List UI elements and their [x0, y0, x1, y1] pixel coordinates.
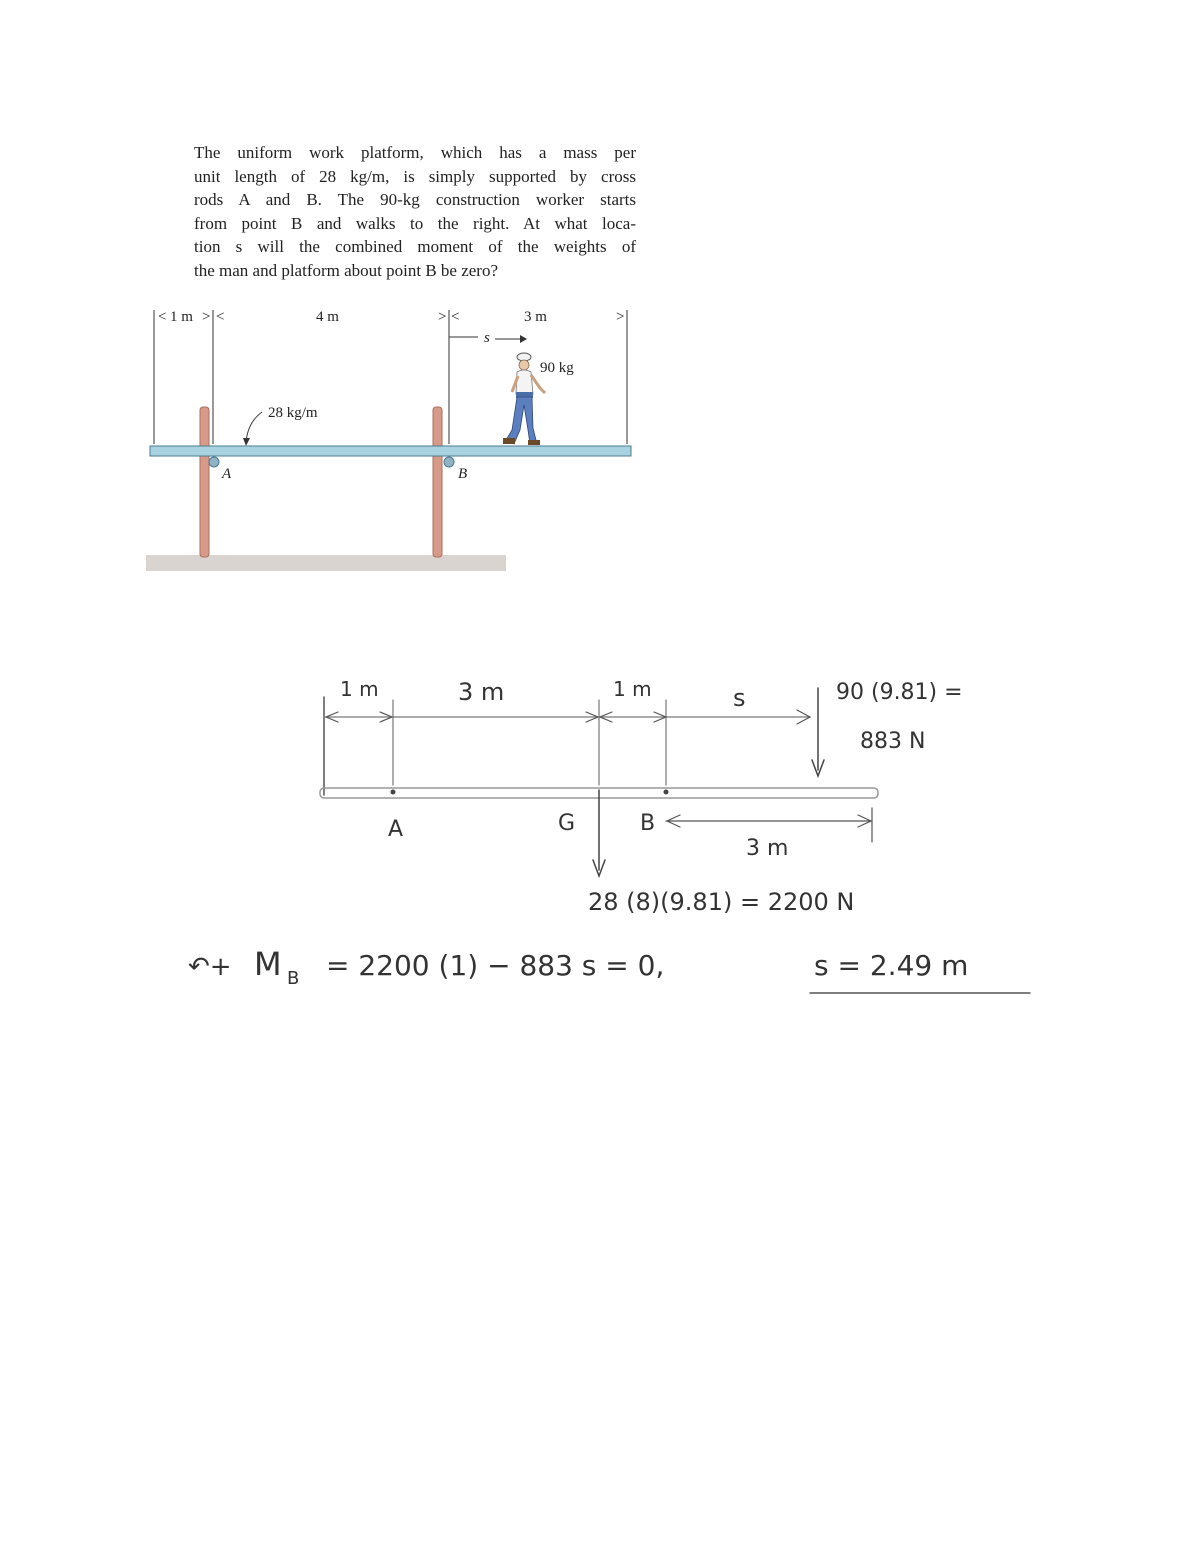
dim-arrow-icon: <	[158, 309, 167, 325]
man-weight-line2: 883 N	[860, 729, 926, 754]
dim-arrow-icon: <	[451, 309, 460, 325]
moment-lhs: M	[254, 945, 282, 983]
dim-arrow-icon: >	[202, 309, 211, 325]
dim-arrow-icon: >	[438, 309, 447, 325]
cross-rod-b	[444, 457, 454, 467]
dim-arrow-icon: >	[616, 309, 625, 325]
moment-subscript: B	[287, 968, 300, 989]
s-arrowhead-icon	[520, 335, 527, 343]
solution-sketch	[188, 677, 1030, 993]
sol-label-b: B	[640, 811, 656, 836]
problem-line: unit length of 28 kg/m, is simply supported by cross	[194, 166, 636, 186]
man-weight-line1: 90 (9.81) =	[836, 680, 963, 705]
problem-line: from point B and walks to the right. At what loca-	[194, 213, 636, 233]
point-b-label: B	[458, 466, 468, 482]
moment-equation: = 2200 (1) − 883 s = 0,	[326, 949, 665, 982]
rod-a	[200, 407, 209, 557]
sol-label-a: A	[388, 817, 404, 842]
problem-line: The uniform work platform, which has a mass per	[194, 143, 636, 162]
point-b-dot	[664, 790, 669, 795]
dim-s-label: s	[484, 330, 490, 346]
point-a-label: A	[222, 466, 232, 482]
sol-label-g: G	[558, 811, 576, 836]
rod-b	[433, 407, 442, 557]
sol-dim-s: s	[733, 684, 746, 712]
point-a-dot	[391, 790, 396, 795]
sol-dim-1m-right: 1 m	[613, 677, 652, 701]
ground	[146, 555, 506, 571]
density-label: 28 kg/m	[268, 405, 318, 421]
worker-mass-label: 90 kg	[540, 360, 574, 376]
platform-weight-text: 28 (8)(9.81) = 2200 N	[588, 888, 855, 916]
dim-arrow-icon: <	[216, 309, 225, 325]
sol-dim-3m: 3 m	[458, 678, 505, 706]
dim-3m-label: 3 m	[524, 309, 547, 325]
sol-dim-1m-left: 1 m	[340, 677, 379, 701]
moment-symbol-icon: ↶+	[188, 952, 232, 982]
leader-arrowhead-icon	[243, 438, 250, 446]
dim-4m-label: 4 m	[316, 309, 339, 325]
sol-dim-3m-right: 3 m	[746, 836, 789, 861]
problem-line: the man and platform about point B be zero?	[194, 260, 499, 280]
leader-line	[246, 412, 262, 442]
problem-line: tion s will the combined moment of the weights of	[194, 237, 636, 256]
worker-icon	[503, 353, 545, 445]
problem-line: rods A and B. The 90-kg construction worker starts	[194, 190, 636, 209]
platform-beam	[150, 446, 631, 456]
answer-text: s = 2.49 m	[814, 949, 969, 982]
problem-figure	[146, 309, 631, 571]
cross-rod-a	[209, 457, 219, 467]
dim-1m-label: 1 m	[170, 309, 193, 325]
